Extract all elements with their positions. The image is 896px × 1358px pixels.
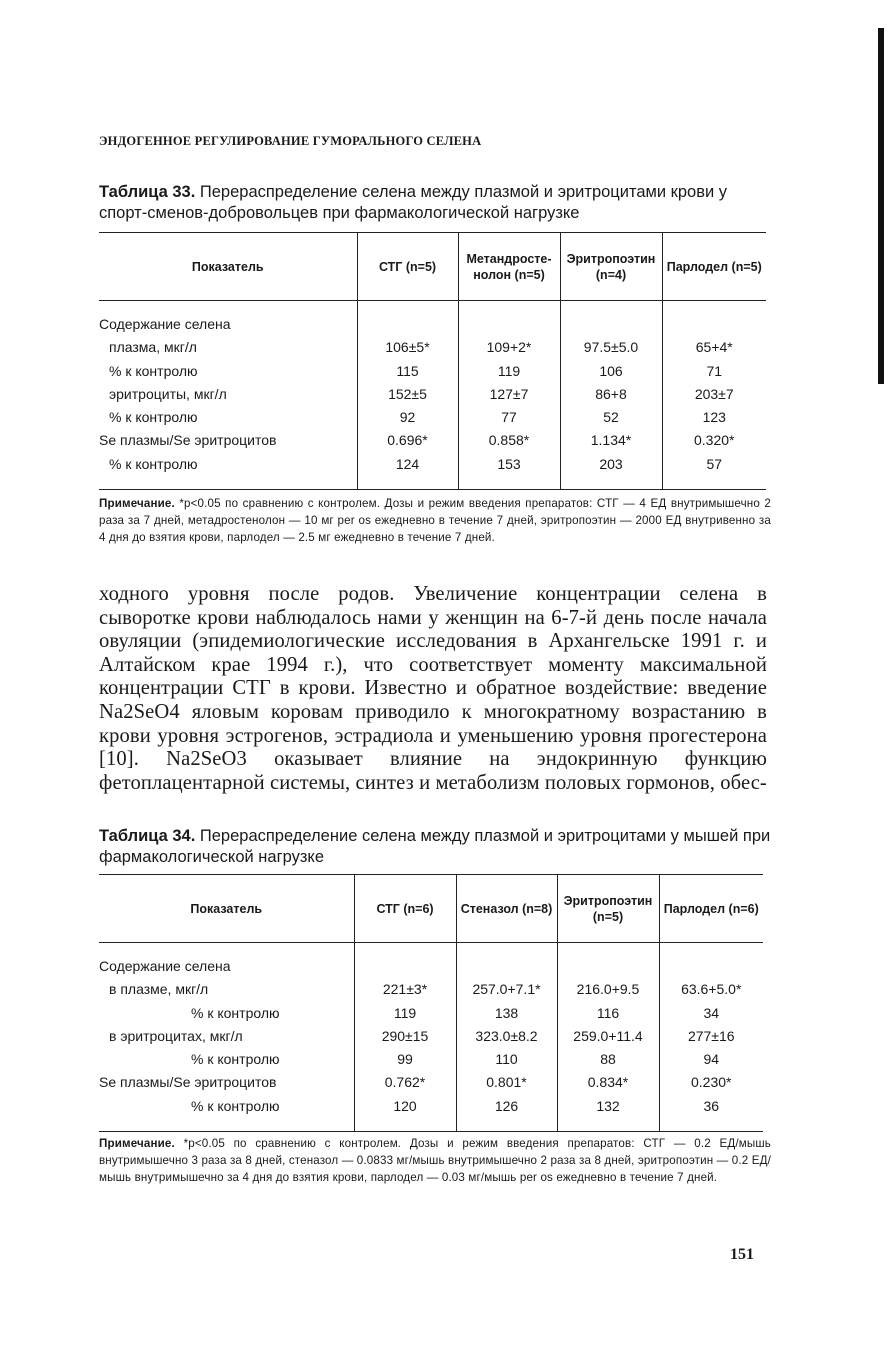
table-cell: 119: [354, 1002, 456, 1025]
table-cell: 71: [662, 360, 766, 383]
table-cell: 290±15: [354, 1025, 456, 1048]
table-cell: 106: [560, 360, 662, 383]
table-cell: % к контролю: [109, 409, 198, 426]
table-row: [99, 978, 763, 1001]
table33-note: [99, 496, 771, 546]
table-cell: % к контролю: [109, 362, 198, 379]
table33-note-label: Примечание.: [99, 497, 175, 510]
table34-caption: [99, 826, 771, 868]
table-cell: 77: [458, 406, 560, 429]
table-row: [99, 406, 766, 429]
table-cell: 0.834*: [557, 1071, 659, 1094]
table-cell: в эритроцитах, мкг/л: [109, 1027, 243, 1044]
table34-note-text: *p<0.05 по сравнению с контролем. Дозы и режим введения препаратов: СТГ — 0.2 ЕД/мышь внутримышечно 3 раза за 8 дней, стеназол — 0.0833 мг/мышь внутримышечно 2 раза за 8 дней, эритропоэтин — 0.2 ЕД/мышь внутримышечно за 4 дня до взятия крови, парлодел — 0.03 мг/мышь per os ежедневно в течение 7 дней.: [99, 1137, 771, 1184]
table-cell: эритроциты, мкг/л: [109, 385, 227, 402]
table-cell: 99: [354, 1048, 456, 1071]
table-row: [99, 1095, 763, 1118]
table33-header-cell: СТГ (n=5): [357, 233, 458, 301]
table-cell: 323.0±8.2: [456, 1025, 557, 1048]
table-cell: 57: [662, 453, 766, 476]
table34-header-cell: Парлодел (n=6): [659, 875, 763, 943]
table-cell: % к контролю: [191, 1004, 280, 1021]
table34-header-row: [99, 875, 763, 943]
table-row: [99, 336, 766, 359]
table34-caption-text: Перераспределение селена между плазмой и эритроцитами у мышей при фармакологической нагрузке: [99, 827, 771, 866]
running-head: ЭНДОГЕННОЕ РЕГУЛИРОВАНИЕ ГУМОРАЛЬНОГО СЕЛЕНА: [99, 134, 482, 148]
table-cell: 0.230*: [659, 1071, 763, 1094]
table-cell: 110: [456, 1048, 557, 1071]
table34-note-label: Примечание.: [99, 1137, 175, 1150]
table34-header-cell: Эритропоэтин (n=5): [557, 875, 659, 943]
table-cell: Содержание селена: [99, 958, 231, 974]
table33-header-cell: Показатель: [99, 233, 357, 301]
table-cell: Содержание селена: [99, 316, 231, 332]
table-cell: 119: [458, 360, 560, 383]
table-cell: 106±5*: [357, 336, 458, 359]
table34-header-cell: СТГ (n=6): [354, 875, 456, 943]
table33-caption: [99, 182, 771, 224]
table34-header-cell: Показатель: [99, 875, 354, 943]
table-cell: % к контролю: [109, 455, 198, 472]
table-cell: 0.696*: [357, 429, 458, 452]
table-cell: 63.6+5.0*: [659, 978, 763, 1001]
table-cell: 94: [659, 1048, 763, 1071]
table-cell: 127±7: [458, 383, 560, 406]
table-cell: 86+8: [560, 383, 662, 406]
table-cell: 109+2*: [458, 336, 560, 359]
table-row: [99, 383, 766, 406]
table-cell: 123: [662, 406, 766, 429]
table-cell: 203±7: [662, 383, 766, 406]
table-cell: 0.801*: [456, 1071, 557, 1094]
table34-header-cell: Стеназол (n=8): [456, 875, 557, 943]
table-row: [99, 955, 763, 978]
table-cell: 124: [357, 453, 458, 476]
table-cell: в плазме, мкг/л: [109, 981, 209, 998]
table-cell: 259.0+11.4: [557, 1025, 659, 1048]
table33: [99, 232, 766, 490]
page-number: 151: [730, 1246, 754, 1263]
table-cell: 216.0+9.5: [557, 978, 659, 1001]
table-row: [99, 1002, 763, 1025]
table-cell: 153: [458, 453, 560, 476]
table-cell: 126: [456, 1095, 557, 1118]
table-cell: % к контролю: [191, 1051, 280, 1068]
table-cell: 138: [456, 1002, 557, 1025]
table-cell: плазма, мкг/л: [109, 339, 197, 356]
table-cell: 116: [557, 1002, 659, 1025]
table-cell: % к контролю: [191, 1097, 280, 1114]
table-cell: 0.320*: [662, 429, 766, 452]
table-row: [99, 429, 766, 452]
table-cell: 88: [557, 1048, 659, 1071]
table-row: [99, 313, 766, 336]
table-cell: 257.0+7.1*: [456, 978, 557, 1001]
table-cell: Se плазмы/Se эритроцитов: [99, 1074, 277, 1091]
table33-header-cell: Парлодел (n=5): [662, 233, 766, 301]
table33-caption-label: Таблица 33.: [99, 183, 196, 201]
table-cell: 221±3*: [354, 978, 456, 1001]
table-row: [99, 1025, 763, 1048]
table34: [99, 874, 763, 1132]
table-cell: 52: [560, 406, 662, 429]
table-cell: Se плазмы/Se эритроцитов: [99, 432, 277, 449]
table-cell: 120: [354, 1095, 456, 1118]
table-cell: 115: [357, 360, 458, 383]
table-row: [99, 453, 766, 476]
margin-bar: [878, 28, 884, 384]
table33-caption-text: Перераспределение селена между плазмой и эритроцитами крови у спорт-сменов-добровольцев при фармакологической нагрузке: [99, 183, 728, 222]
table-cell: 203: [560, 453, 662, 476]
table-cell: 65+4*: [662, 336, 766, 359]
table-cell: 132: [557, 1095, 659, 1118]
table34-caption-label: Таблица 34.: [99, 827, 196, 845]
table-cell: 36: [659, 1095, 763, 1118]
table34-note: [99, 1136, 771, 1186]
table-row: [99, 1048, 763, 1071]
table33-header-cell: Эритропоэтин (n=4): [560, 233, 662, 301]
table33-note-text: *p<0.05 по сравнению с контролем. Дозы и режим введения препаратов: СТГ — 4 ЕД внутримышечно 2 раза за 7 дней, метадростенолон — 10 мг per os ежедневно в течение 7 дней, эритропоэтин — 2000 ЕД внутривенно за 4 дня до взятия крови, парлодел — 2.5 мг ежедневно в течение 7 дней.: [99, 497, 771, 544]
table-cell: 1.134*: [560, 429, 662, 452]
table-cell: 277±16: [659, 1025, 763, 1048]
body-paragraph: ходного уровня после родов. Увеличение концентрации селена в сыворотке крови наблюдалось нами у женщин на 6-7-й день после начала овуляции (эпидемиологические исследования в Архангельске 1991 г. и Алтайском крае 1994 г.), что соответствует моменту максимальной концентрации СТГ в крови. Известно и обратное воздействие: введение Na2SeO4 яловым коровам приводило к многократному возрастанию в крови уровня эстрогенов, эстрадиола и уменьшению уровня прогестерона [10]. Na2SeO3 оказывает влияние на эндокринную функцию фетоплацентарной системы, синтез и метаболизм половых гормонов, обес-: [99, 583, 767, 794]
table33-header-cell: Метандросте-нолон (n=5): [458, 233, 560, 301]
table-cell: 34: [659, 1002, 763, 1025]
table-cell: 0.858*: [458, 429, 560, 452]
table33-header-row: [99, 233, 766, 301]
table-cell: 0.762*: [354, 1071, 456, 1094]
table-cell: 97.5±5.0: [560, 336, 662, 359]
table-row: [99, 1071, 763, 1094]
table-row: [99, 360, 766, 383]
table-cell: 92: [357, 406, 458, 429]
table-cell: 152±5: [357, 383, 458, 406]
